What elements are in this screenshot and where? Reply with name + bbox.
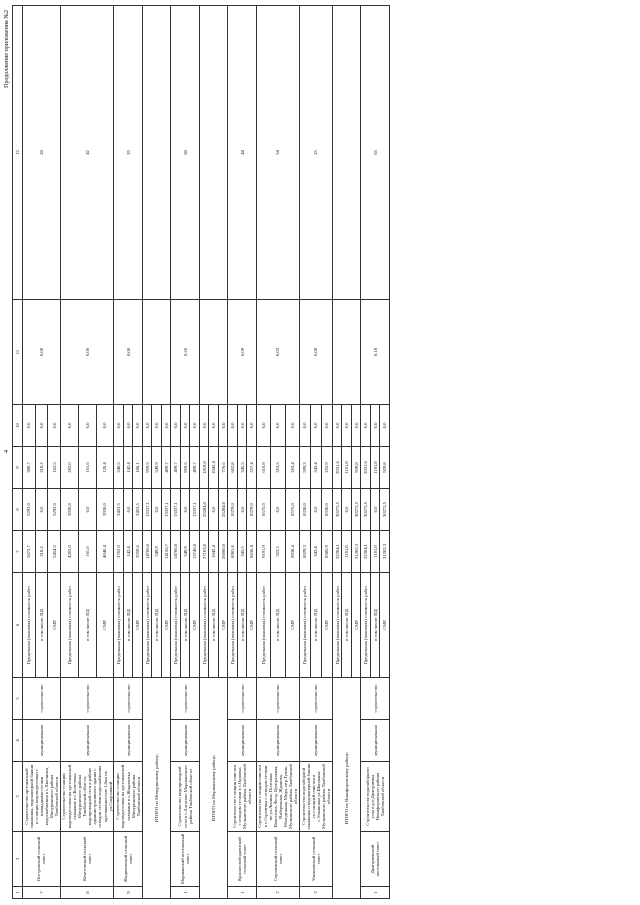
total-row: [332, 6, 342, 899]
value-col11: 0,08: [114, 300, 143, 405]
table-row: [228, 6, 238, 899]
header-number-cell: 12: [13, 6, 23, 300]
header-number-cell: 7: [13, 531, 23, 573]
row-number: 8: [60, 887, 113, 899]
object-name: Строительство станции водоподготовки на артезианской скважине в с.Жидиловка Мичуринского района Тамбовской области: [114, 762, 143, 832]
row-number: 1: [171, 887, 200, 899]
value-col7: 3702,0: [114, 531, 124, 573]
value-col9: 2031,6: [332, 447, 342, 489]
value-col8: 5292,0: [23, 489, 36, 531]
value-col7: 1101,8: [370, 531, 380, 573]
value-col8: 0,0: [180, 489, 190, 531]
value-col9: 343,4: [310, 447, 321, 489]
header-number-cell: 6: [13, 573, 23, 678]
value-col7: 31202,3: [380, 531, 390, 573]
value-col10: 0,0: [256, 405, 270, 447]
value-col9: 380,7: [23, 447, 36, 489]
ownership-type: муниципальная: [300, 720, 333, 762]
table-body: [13, 6, 390, 899]
value-col8: 30272,5: [351, 489, 361, 531]
value-col8: 3453,5: [114, 489, 124, 531]
value-col7: 13746,8: [190, 531, 200, 573]
cost-label: Предельная (плановая) стоимость работ: [300, 573, 311, 678]
ownership-type: муниципальная: [23, 720, 61, 762]
value-col11: 0,03: [256, 300, 299, 405]
cost-label: СМР: [48, 573, 61, 678]
value-col10: 0,0: [35, 405, 48, 447]
value-col10: 0,0: [190, 405, 200, 447]
work-type: строительство: [60, 678, 113, 720]
value-col9: 409,7: [171, 447, 181, 489]
header-number-cell: 2: [13, 832, 23, 887]
value-col9: 106,1: [133, 447, 143, 489]
value-col7: 142,4: [123, 531, 133, 573]
value-col7: 8929,3: [300, 531, 311, 573]
value-col12: 42: [60, 6, 113, 300]
total-label: ИТОГО по Никифоровскому району:: [332, 678, 361, 899]
page-number: 4: [4, 450, 10, 453]
value-col10: 0,0: [114, 405, 124, 447]
value-col7: 31202,3: [351, 531, 361, 573]
cost-label: в том числе: ПД: [370, 573, 380, 678]
value-col10: 0,0: [48, 405, 61, 447]
value-col8: 13337,1: [171, 489, 181, 531]
settlement-name: Сергиевский сельский совет: [256, 832, 299, 887]
total-label: ИТОГО по Моршанскому району:: [199, 678, 228, 899]
value-col7: 8636,4: [247, 531, 257, 573]
value-col9: 161,6: [78, 447, 96, 489]
cost-label: Предельная (плановая) стоимость работ: [256, 573, 270, 678]
value-col9: 353,5: [271, 447, 285, 489]
value-col7: 343,4: [310, 531, 321, 573]
value-col9: 776,6: [218, 447, 228, 489]
value-col7: 14156,7: [161, 531, 171, 573]
value-col8: 25284,0: [199, 489, 209, 531]
value-col9: 248,5: [114, 447, 124, 489]
value-col7: 14706,6: [142, 531, 152, 573]
value-col10: 0,0: [180, 405, 190, 447]
value-col7: 27103,0: [199, 531, 209, 573]
value-col11: 0,08: [60, 300, 113, 405]
value-col9: 1819,0: [199, 447, 209, 489]
value-col9: 282,0: [60, 447, 78, 489]
value-col7: 4040,4: [96, 531, 114, 573]
value-col10: 0,0: [152, 405, 162, 447]
value-col8: 5292,0: [48, 489, 61, 531]
value-col9: 257,4: [247, 447, 257, 489]
object-name: Строительство артезианской скважины, водонапорной башни и станции водоподготовки с площадками сетями водоснабжения в с.Хмелинец Мичуринского района Тамбовской области: [23, 762, 61, 832]
header-number-cell: 5: [13, 678, 23, 720]
value-col8: 13337,1: [190, 489, 200, 531]
settlement-name: Осетровский сельский совет: [23, 832, 61, 887]
ownership-type: муниципальная: [228, 720, 257, 762]
value-col9: 120,4: [96, 447, 114, 489]
cost-label: в том числе: ПД: [237, 573, 247, 678]
value-col10: 0,0: [361, 405, 371, 447]
cost-label: в том числе: ПД: [78, 573, 96, 678]
ownership-type: муниципальная: [171, 720, 200, 762]
cost-label: СМР: [218, 573, 228, 678]
value-col7: 1042,4: [209, 531, 219, 573]
value-col8: 3920,0: [60, 489, 78, 531]
value-col10: 0,0: [60, 405, 78, 447]
value-col9: 599,3: [300, 447, 311, 489]
value-col8: 0,0: [152, 489, 162, 531]
value-col10: 0,0: [142, 405, 152, 447]
value-col11: 0,09: [228, 300, 257, 405]
row-number: 1: [228, 887, 257, 899]
cost-label: СМР: [351, 573, 361, 678]
cost-label: в том числе: ПД: [152, 573, 162, 678]
cost-label: СМР: [133, 573, 143, 678]
settlement-name: Жидиловский сельский совет: [114, 832, 143, 887]
value-col8: 30272,5: [380, 489, 390, 531]
work-type: строительство: [23, 678, 61, 720]
cost-label: Предельная (плановая) стоимость работ: [60, 573, 78, 678]
value-col12: 35: [114, 6, 143, 300]
value-col8: 8575,0: [256, 489, 270, 531]
value-col9: 929,8: [380, 447, 390, 489]
value-col10: 0,0: [321, 405, 332, 447]
total-row: [199, 6, 209, 899]
value-col10: 0,0: [300, 405, 311, 447]
ownership-type: муниципальная: [361, 720, 390, 762]
settlement-name: Ульяновский сельский совет: [300, 832, 333, 887]
value-col7: 32304,1: [361, 531, 371, 573]
row-number: 2: [256, 887, 299, 899]
total-row: [142, 6, 152, 899]
value-col10: 0,0: [370, 405, 380, 447]
settlement-name: Красносвободненский сельский совет: [228, 832, 257, 887]
cost-label: в том числе: ПД: [209, 573, 219, 678]
value-col7: 5454,5: [48, 531, 61, 573]
value-col8: 8379,0: [228, 489, 238, 531]
value-col7: 353,5: [271, 531, 285, 573]
row-number: 9: [114, 887, 143, 899]
table-row: [171, 6, 181, 899]
value-col10: 0,0: [23, 405, 36, 447]
value-col11: 0,08: [300, 300, 333, 405]
value-col10: 0,0: [332, 405, 342, 447]
value-col11: [199, 300, 228, 405]
object-name: Строительство станции очистки в с.Сергиевка с отводом сетями по ул.Ленина, Почтовая, Новоселов, Фетр, Центральная, Набережная, Жданова, Молодежная, Мира, пер.Тупик, Мучкапского района Тамбовской области: [256, 762, 299, 832]
cost-label: в том числе: ПД: [342, 573, 352, 678]
value-col10: 0,0: [271, 405, 285, 447]
cost-label: СМР: [285, 573, 299, 678]
cost-label: Предельная (плановая) стоимость работ: [114, 573, 124, 678]
header-number-cell: 3: [13, 762, 23, 832]
header-number-cell: 9: [13, 447, 23, 489]
value-col12: 44: [228, 6, 257, 300]
value-col9: 959,5: [142, 447, 152, 489]
object-name: Строительство водопроводной сети в с.Алгасово Моршанского района Тамбовской области: [171, 762, 200, 832]
value-col7: 4202,0: [60, 531, 78, 573]
value-col10: 0,0: [161, 405, 171, 447]
value-col10: 0,0: [247, 405, 257, 447]
cost-label: в том числе: ПД: [123, 573, 133, 678]
cost-label: в том числе: ПД: [35, 573, 48, 678]
value-col8: 0,0: [78, 489, 96, 531]
value-col8: 0,0: [310, 489, 321, 531]
value-col9: 255,9: [321, 447, 332, 489]
value-col9: 929,8: [351, 447, 361, 489]
value-col8: 0,0: [271, 489, 285, 531]
value-col12: [142, 6, 171, 300]
value-col10: 0,0: [380, 405, 390, 447]
value-col10: 0,0: [310, 405, 321, 447]
header-number-cell: 10: [13, 405, 23, 447]
cost-label: Предельная (плановая) стоимость работ: [23, 573, 36, 678]
value-col10: 0,0: [133, 405, 143, 447]
value-col10: 0,0: [237, 405, 247, 447]
value-col7: 345,5: [237, 531, 247, 573]
value-col7: 3559,6: [133, 531, 143, 573]
value-col9: 142,4: [123, 447, 133, 489]
value-col7: 26060,6: [218, 531, 228, 573]
cost-label: СМР: [96, 573, 114, 678]
object-name: Строительство станции водоподготовки на артезианской скважине в с.Кочетовка Мичуринского района Тамбовской области, водопроводной сети в районе административного здания с отводом сетями водоснабжения протяженностью 1,0км по ул.Спортивной: [60, 762, 113, 832]
value-col8: 0,0: [370, 489, 380, 531]
value-col10: 0,0: [342, 405, 352, 447]
value-col8: 8330,0: [300, 489, 311, 531]
value-col10: 0,0: [218, 405, 228, 447]
row-number: 3: [300, 887, 333, 899]
value-col7: 9191,9: [256, 531, 270, 573]
cost-label: Предельная (плановая) стоимость работ: [228, 573, 238, 678]
value-col10: 0,0: [228, 405, 238, 447]
header-number-cell: 11: [13, 300, 23, 405]
value-col9: 2031,6: [361, 447, 371, 489]
table-row: [114, 6, 124, 899]
value-col8: 3920,0: [96, 489, 114, 531]
cost-label: в том числе: ПД: [271, 573, 285, 678]
value-col8: 30272,5: [332, 489, 342, 531]
table-row: [60, 6, 78, 899]
value-col11: 0,08: [23, 300, 61, 405]
cost-label: СМР: [380, 573, 390, 678]
work-type: строительство: [228, 678, 257, 720]
row-number: 1: [361, 887, 390, 899]
value-col8: 25284,0: [218, 489, 228, 531]
value-col9: 1101,8: [342, 447, 352, 489]
ownership-type: муниципальная: [256, 720, 299, 762]
value-col8: 0,0: [209, 489, 219, 531]
value-col12: 68: [171, 6, 200, 300]
value-col11: 0,26: [171, 300, 200, 405]
total-label: ИТОГО по Мичуринскому району:: [142, 678, 171, 899]
value-col8: 8575,0: [285, 489, 299, 531]
value-col11: [142, 300, 171, 405]
value-col8: 8379,0: [247, 489, 257, 531]
cost-label: Предельная (плановая) стоимость работ: [171, 573, 181, 678]
cost-label: Предельная (плановая) стоимость работ: [142, 573, 152, 678]
ownership-type: муниципальная: [60, 720, 113, 762]
value-col9: 263,4: [285, 447, 299, 489]
value-col11: 0,18: [361, 300, 390, 405]
value-col8: 0,0: [123, 489, 133, 531]
value-col8: 0,0: [35, 489, 48, 531]
appendix-label: Продолжение приложения №2: [4, 10, 10, 88]
value-col10: 0,0: [123, 405, 133, 447]
object-name: Строительство водозаборного узла в р.п.Дмитриевка Никифоровского района Тамбовской области: [361, 762, 390, 832]
value-col10: 0,0: [96, 405, 114, 447]
value-col7: 5672,7: [23, 531, 36, 573]
value-col12: 65: [361, 6, 390, 300]
value-col9: 409,7: [161, 447, 171, 489]
value-col7: 218,2: [35, 531, 48, 573]
work-type: строительство: [114, 678, 143, 720]
value-col12: 25: [300, 6, 333, 300]
value-col7: 549,9: [180, 531, 190, 573]
value-col8: 0,0: [342, 489, 352, 531]
value-col10: 0,0: [285, 405, 299, 447]
value-col7: 8585,9: [321, 531, 332, 573]
cost-label: в том числе: ПД: [180, 573, 190, 678]
table-row: [300, 6, 311, 899]
settlement-name: Моршанский поселковый совет: [171, 832, 200, 887]
table-row: [256, 6, 270, 899]
value-col7: 161,6: [78, 531, 96, 573]
object-table: [12, 5, 390, 899]
row-number: 7: [23, 887, 61, 899]
value-col8: 13337,1: [161, 489, 171, 531]
header-number-cell: 8: [13, 489, 23, 531]
value-col9: 345,5: [237, 447, 247, 489]
work-type: строительство: [361, 678, 390, 720]
cost-label: Предельная (плановая) стоимость работ: [332, 573, 342, 678]
value-col8: 8330,0: [321, 489, 332, 531]
value-col8: 30272,5: [361, 489, 371, 531]
value-col7: 14706,8: [171, 531, 181, 573]
header-number-cell: 1: [13, 887, 23, 899]
value-col7: 8981,8: [228, 531, 238, 573]
ownership-type: муниципальная: [114, 720, 143, 762]
value-col12: [199, 6, 228, 300]
value-col10: 0,0: [199, 405, 209, 447]
value-col9: 218,2: [35, 447, 48, 489]
value-col7: 549,9: [152, 531, 162, 573]
object-name: Строительство станции очистки с отводом сетями в с.Орловка Мучкапского района Тамбовской области: [228, 762, 257, 832]
value-col9: 616,9: [256, 447, 270, 489]
value-col10: 0,0: [171, 405, 181, 447]
cost-label: Предельная (плановая) стоимость работ: [199, 573, 209, 678]
value-col12: 28: [23, 6, 61, 300]
value-col9: 409,7: [190, 447, 200, 489]
value-col9: 1101,8: [370, 447, 380, 489]
value-col10: 0,0: [209, 405, 219, 447]
value-col12: 54: [256, 6, 299, 300]
work-type: строительство: [256, 678, 299, 720]
work-type: строительство: [171, 678, 200, 720]
value-col9: 1042,4: [209, 447, 219, 489]
cost-label: в том числе: ПД: [310, 573, 321, 678]
value-col8: 3453,5: [133, 489, 143, 531]
value-col10: 0,0: [78, 405, 96, 447]
cost-label: СМР: [247, 573, 257, 678]
value-col7: 32204,1: [332, 531, 342, 573]
cost-label: СМР: [190, 573, 200, 678]
work-type: строительство: [300, 678, 333, 720]
value-col12: [332, 6, 361, 300]
value-col9: 549,9: [152, 447, 162, 489]
cost-label: СМР: [161, 573, 171, 678]
object-name: Строительство водозаборной скважины и водонапорной башни со станцией очистки в с.Ульяновка ул.Школьная Мучкапского района Тамбовской области: [300, 762, 333, 832]
value-col7: 8838,4: [285, 531, 299, 573]
table-row: [23, 6, 36, 899]
settlement-name: Дмитриевский поселковый совет: [361, 832, 390, 887]
value-col11: [332, 300, 361, 405]
value-col10: 0,0: [351, 405, 361, 447]
header-number-cell: 4: [13, 720, 23, 762]
cost-label: Предельная (плановая) стоимость работ: [361, 573, 371, 678]
value-col9: 602,8: [228, 447, 238, 489]
table-row: [361, 6, 371, 899]
settlement-name: Кочетовский сельский совет: [60, 832, 113, 887]
value-col8: 13337,1: [142, 489, 152, 531]
header-number-row: [13, 6, 23, 899]
value-col7: 1101,8: [342, 531, 352, 573]
value-col9: 162,5: [48, 447, 61, 489]
value-col9: 959,5: [180, 447, 190, 489]
value-col8: 0,0: [237, 489, 247, 531]
cost-label: СМР: [321, 573, 332, 678]
